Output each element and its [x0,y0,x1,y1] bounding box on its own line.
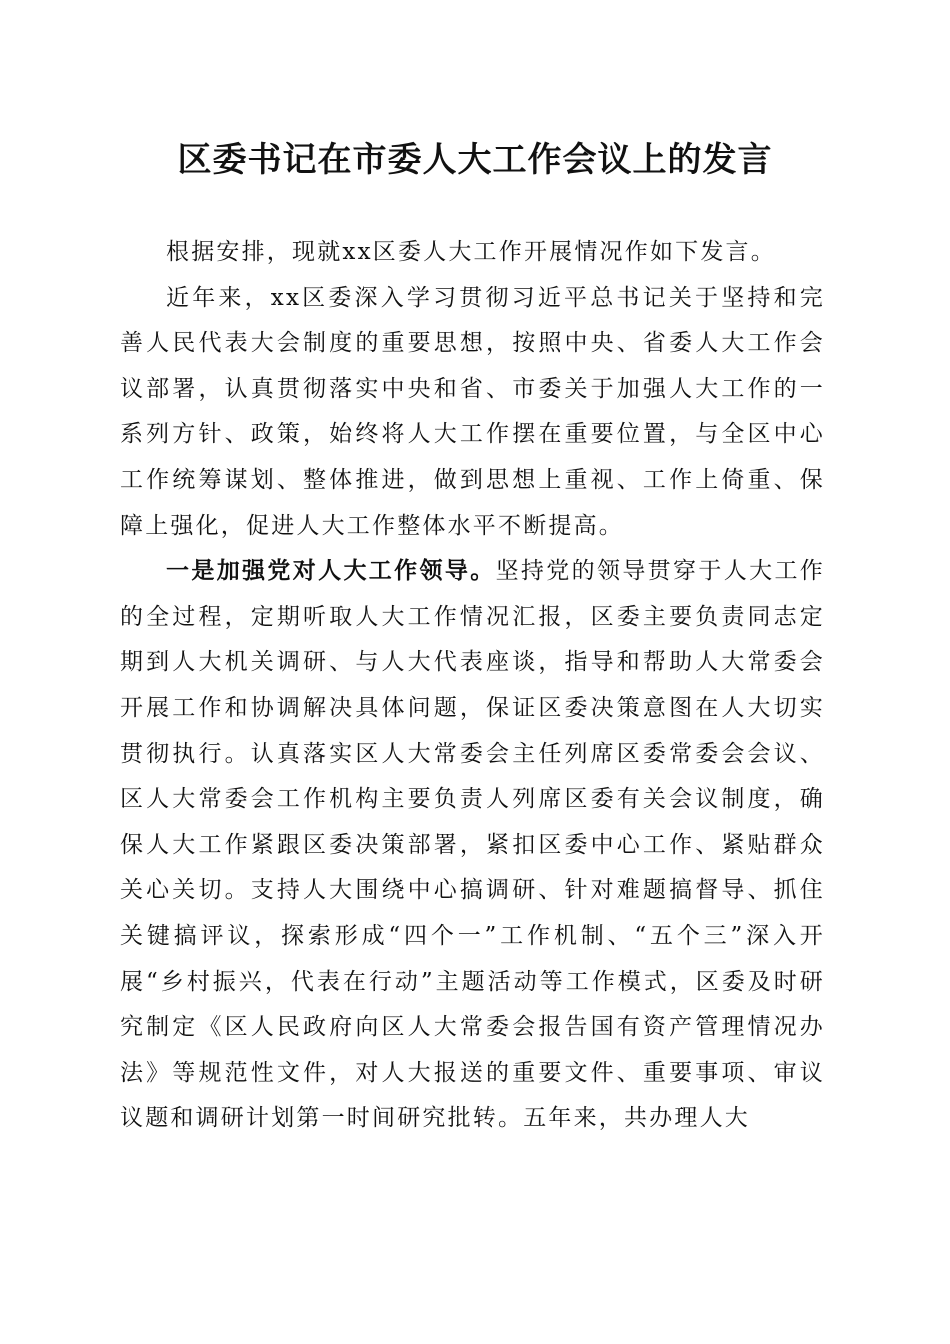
document-body [120,230,825,1142]
paragraph-overview-text: 近年来，xx区委深入学习贯彻习近平总书记关于坚持和完善人民代表大会制度的重要思想，按照中央、省委人大工作会议部署，认真贯彻落实中央和省、市委关于加强人大工作的一系列方针、政策，始终将人大工作摆在重要位置，与全区中心工作统筹谋划、整体推进，做到思想上重视、工作上倚重、保障上强化，促进人大工作整体水平不断提高。 [120,284,825,539]
paragraph-overview [120,276,825,550]
paragraph-point-one [120,549,825,1142]
document-title: 区委书记在市委人大工作会议上的发言 [177,140,773,180]
paragraph-intro [120,230,825,276]
paragraph-point-one-lead: 一是加强党对人大工作领导。 [166,558,496,585]
paragraph-intro-text: 根据安排，现就xx区委人大工作开展情况作如下发言。 [166,239,776,265]
paragraph-point-one-text: 坚持党的领导贯穿于人大工作的全过程，定期听取人大工作情况汇报，区委主要负责同志定期到人大机关调研、与人大代表座谈，指导和帮助人大常委会开展工作和协调解决具体问题，保证区委决策意图在人大切实贯彻执行。认真落实区人大常委会主任列席区委常委会会议、区人大常委会工作机构主要负责人列席区委有关会议制度，确保人大工作紧跟区委决策部署，紧扣区委中心工作、紧贴群众关心关切。支持人大围绕中心搞调研、针对难题搞督导、抓住关键搞评议，探索形成“四个一”工作机制、“五个三”深入开展“乡村振兴，代表在行动”主题活动等工作模式，区委及时研究制定《区人民政府向区人大常委会报告国有资产管理情况办法》等规范性文件，对人大报送的重要文件、重要事项、审议议题和调研计划第一时间研究批转。五年来，共办理人大 [120,558,825,1132]
